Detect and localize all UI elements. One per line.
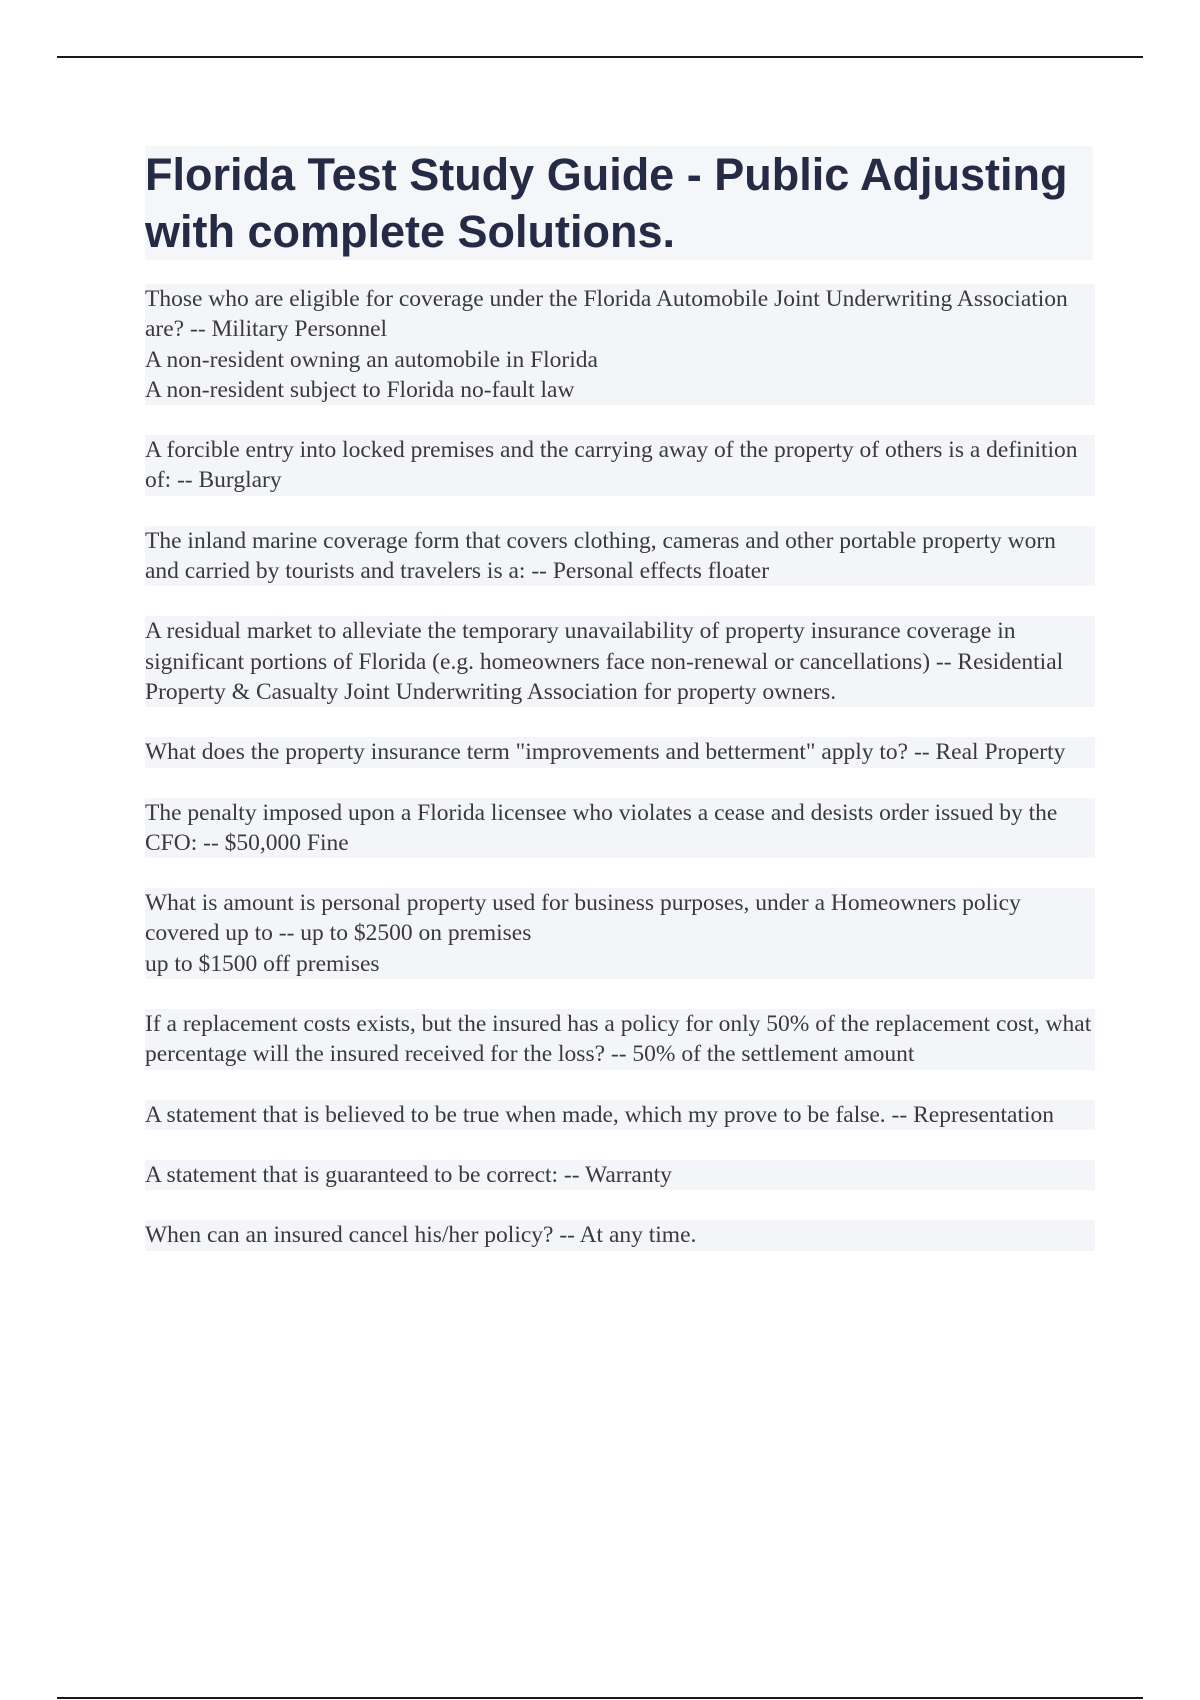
qa-line: A statement that is guaranteed to be correct: -- Warranty xyxy=(145,1160,1095,1190)
qa-line: A residual market to alleviate the temporary unavailability of property insurance coverage in significant portions of Florida (e.g. homeowners face non-renewal or cancellations) -- Residential Property & Casualty Joint Underwriting Association for property owners. xyxy=(145,616,1095,707)
qa-line: When can an insured cancel his/her policy? -- At any time. xyxy=(145,1220,1095,1250)
qa-entry xyxy=(145,284,1095,405)
qa-line: The inland marine coverage form that covers clothing, cameras and other portable property worn and carried by tourists and travelers is a: -- Personal effects floater xyxy=(145,526,1095,587)
qa-entry xyxy=(145,1220,1095,1250)
qa-line: A non-resident owning an automobile in Florida xyxy=(145,345,1095,375)
qa-entry xyxy=(145,888,1095,979)
qa-list xyxy=(145,284,1098,1281)
qa-entry xyxy=(145,435,1095,496)
qa-line: A statement that is believed to be true when made, which my prove to be false. -- Representation xyxy=(145,1100,1095,1130)
title-block xyxy=(145,146,1093,260)
qa-entry xyxy=(145,1160,1095,1190)
qa-line: What is amount is personal property used for business purposes, under a Homeowners policy covered up to -- up to $2500 on premises xyxy=(145,888,1095,949)
qa-entry xyxy=(145,737,1095,767)
qa-entry xyxy=(145,616,1095,707)
qa-line: If a replacement costs exists, but the insured has a policy for only 50% of the replacement cost, what percentage will the insured received for the loss? -- 50% of the settlement amount xyxy=(145,1009,1095,1070)
qa-entry xyxy=(145,526,1095,587)
document-title: Florida Test Study Guide - Public Adjusting with complete Solutions. xyxy=(145,149,1068,257)
qa-line: What does the property insurance term "improvements and betterment" apply to? -- Real Property xyxy=(145,737,1095,767)
qa-line: The penalty imposed upon a Florida licensee who violates a cease and desists order issued by the CFO: -- $50,000 Fine xyxy=(145,798,1095,859)
top-rule xyxy=(57,56,1143,58)
qa-entry xyxy=(145,798,1095,859)
bottom-rule xyxy=(57,1697,1143,1699)
qa-line: A non-resident subject to Florida no-fault law xyxy=(145,375,1095,405)
qa-entry xyxy=(145,1009,1098,1070)
qa-line: A forcible entry into locked premises and the carrying away of the property of others is a definition of: -- Burglary xyxy=(145,435,1095,496)
qa-entry xyxy=(145,1100,1095,1130)
qa-line: Those who are eligible for coverage under the Florida Automobile Joint Underwriting Association are? -- Military Personnel xyxy=(145,284,1095,345)
qa-line: up to $1500 off premises xyxy=(145,949,1095,979)
